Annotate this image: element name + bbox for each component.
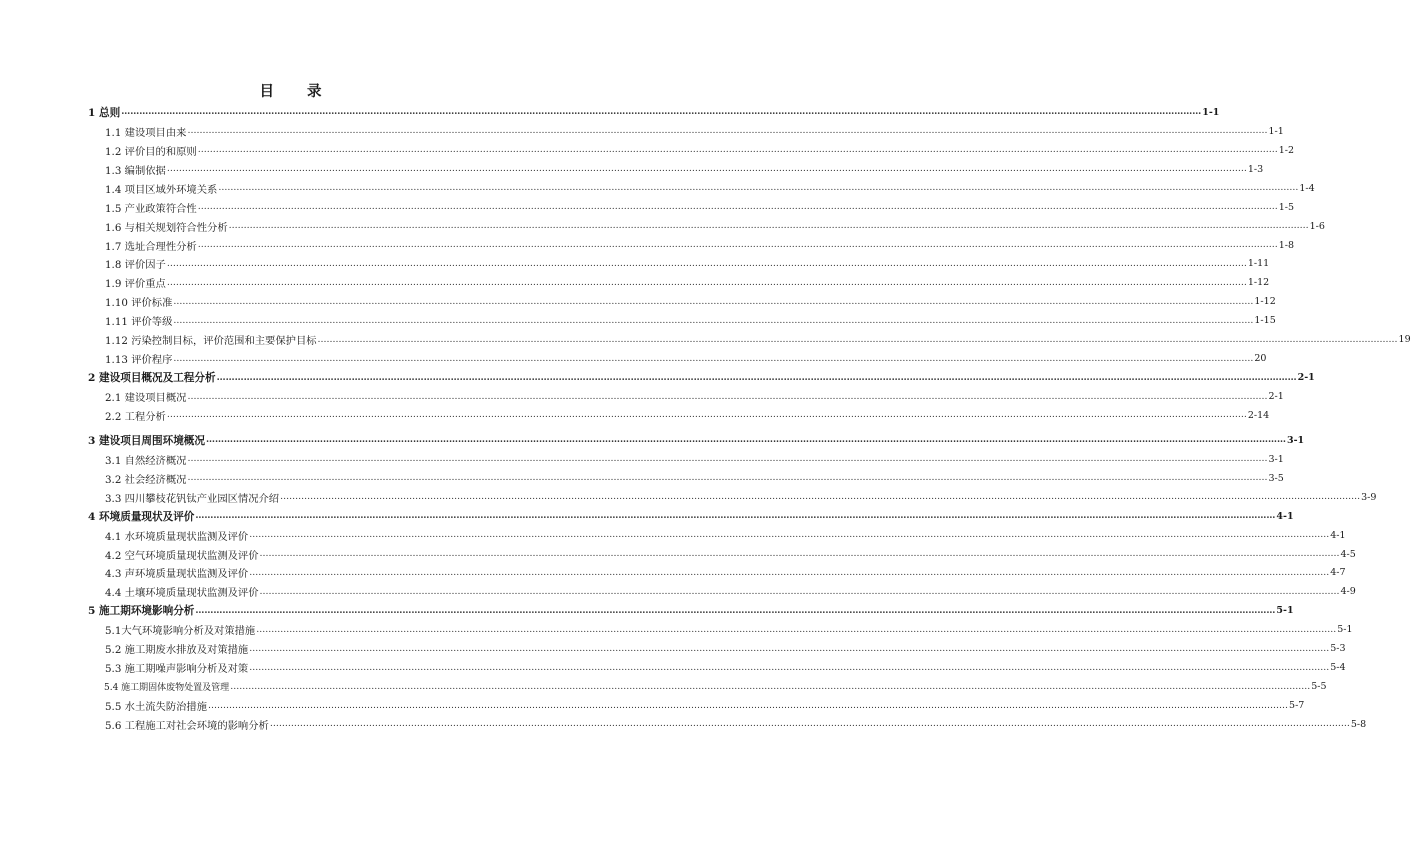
toc-section-entry[interactable] (88, 387, 1284, 406)
toc-entry-label: 4.4 土壤环境质量现状监测及评价 (105, 587, 259, 600)
toc-chapter-entry[interactable] (88, 368, 1315, 387)
toc-section-entry[interactable] (88, 330, 1411, 349)
toc-dot-leader: ……………………………………………………………………………………………………………………………………………………………………………………………………………………………………………………………………………………………………………………………… (249, 643, 1330, 654)
toc-section-entry[interactable] (88, 677, 1327, 696)
toc-dot-leader: ……………………………………………………………………………………………………………………………………………………………………………………………………………………………………………………………………………………………………………………………… (208, 700, 1289, 711)
toc-page-number: 5-4 (1330, 662, 1346, 674)
toc-page-number: 2-14 (1247, 409, 1270, 421)
toc-page-number: 5-7 (1289, 700, 1305, 712)
toc-entry-label: 1.10 评价标准 (105, 297, 173, 310)
toc-page-number: 19 (1398, 334, 1411, 346)
toc-page-number: 1-11 (1247, 258, 1270, 270)
toc-page-number: 1-1 (1202, 106, 1220, 118)
toc-entry-label: 1.8 评价因子 (105, 259, 166, 272)
table-of-contents (88, 103, 1411, 734)
toc-page-number: 4-1 (1330, 529, 1346, 541)
toc-entry-label: 2.1 建设项目概况 (105, 392, 187, 405)
toc-page-number: 1-12 (1254, 296, 1276, 308)
toc-section-entry[interactable] (88, 715, 1367, 734)
toc-dot-leader: ……………………………………………………………………………………………………………………………………………………………………………………………………………………………………………………………………………………………………………………………… (269, 719, 1350, 730)
toc-dot-leader: ……………………………………………………………………………………………………………………………………………………………………………………………………………………………………………………………………………………………………………………………… (197, 145, 1278, 156)
toc-dot-leader: ……………………………………………………………………………………………………………………………………………………………………………………………………………………………………………………………………………………………………………………………… (259, 586, 1340, 597)
toc-dot-leader: ……………………………………………………………………………………………………………………………………………………………………………………………………………………………………………………………………………………………………………………………… (249, 567, 1330, 578)
toc-section-entry[interactable] (88, 639, 1346, 658)
toc-dot-leader: ……………………………………………………………………………………………………………………………………………………………………………………………………………………………………………………………………………………………………………………………… (317, 334, 1398, 345)
toc-entry-label: 1.4 项目区域外环境关系 (105, 183, 218, 196)
toc-entry-label: 1.11 评价等级 (105, 316, 173, 329)
toc-section-entry[interactable] (88, 311, 1276, 330)
toc-entry-label: 5.3 施工期噪声影响分析及对策 (105, 663, 249, 676)
page-title: 目 录 (259, 83, 336, 100)
toc-dot-leader: ……………………………………………………………………………………………………………………………………………………………………………………………………………………………………………………………………………………………………………………………… (166, 410, 1247, 421)
toc-section-entry[interactable] (88, 141, 1295, 160)
toc-dot-leader: ……………………………………………………………………………………………………………………………………………………………………………………………………………………………………………………………………………………………………………………………… (216, 372, 1297, 383)
toc-section-entry[interactable] (88, 582, 1356, 601)
toc-section-entry[interactable] (88, 526, 1346, 545)
toc-dot-leader: ……………………………………………………………………………………………………………………………………………………………………………………………………………………………………………………………………………………………………………………………… (228, 221, 1309, 232)
toc-page-number: 4-7 (1330, 567, 1346, 579)
toc-dot-leader: ……………………………………………………………………………………………………………………………………………………………………………………………………………………………………………………………………………………………………………………………… (187, 391, 1268, 402)
toc-page-number: 1-8 (1278, 239, 1295, 251)
toc-entry-label: 3.1 自然经济概况 (105, 454, 187, 467)
toc-dot-leader: ……………………………………………………………………………………………………………………………………………………………………………………………………………………………………………………………………………………………………………………………… (256, 624, 1337, 635)
toc-entry-label: 3.3 四川攀枝花钒钛产业园区情况介绍 (105, 492, 280, 505)
toc-entry-label: 1.5 产业政策符合性 (105, 202, 197, 215)
toc-section-entry[interactable] (88, 696, 1305, 715)
toc-entry-label: 5.5 水土流失防治措施 (105, 701, 208, 714)
toc-page-number: 1-15 (1254, 315, 1276, 327)
toc-page-number: 3-5 (1268, 472, 1284, 484)
toc-entry-label: 2 建设项目概况及工程分析 (88, 372, 216, 385)
toc-page-number: 2-1 (1268, 391, 1284, 403)
toc-entry-label: 4.3 声环境质量现状监测及评价 (105, 568, 249, 581)
toc-page-number: 20 (1254, 353, 1267, 365)
toc-entry-label: 1.7 选址合理性分析 (105, 240, 197, 253)
toc-entry-label: 1.6 与相关规划符合性分析 (105, 221, 228, 234)
toc-dot-leader: ……………………………………………………………………………………………………………………………………………………………………………………………………………………………………………………………………………………………………………………………… (280, 492, 1361, 503)
toc-page-number: 3-1 (1287, 434, 1305, 446)
toc-section-entry[interactable] (88, 292, 1276, 311)
toc-section-entry[interactable] (88, 450, 1284, 469)
toc-section-entry[interactable] (88, 564, 1346, 583)
toc-chapter-entry[interactable] (88, 103, 1220, 122)
toc-page-number: 5-1 (1337, 624, 1353, 636)
toc-page-number: 1-6 (1309, 220, 1325, 232)
toc-section-entry[interactable] (88, 545, 1356, 564)
toc-dot-leader: ……………………………………………………………………………………………………………………………………………………………………………………………………………………………………………………………………………………………………………………………… (187, 126, 1268, 137)
toc-page-number: 1-1 (1268, 125, 1284, 137)
toc-dot-leader: ……………………………………………………………………………………………………………………………………………………………………………………………………………………………………………………………………………………………………………………………… (197, 202, 1278, 213)
toc-section-entry[interactable] (88, 122, 1284, 141)
toc-entry-label: 1.3 编制依据 (105, 164, 166, 177)
toc-page-number: 3-1 (1268, 453, 1284, 465)
toc-entry-label: 5 施工期环境影响分析 (88, 605, 195, 618)
toc-dot-leader: ……………………………………………………………………………………………………………………………………………………………………………………………………………………………………………………………………………………………………………………………… (195, 605, 1276, 616)
toc-entry-label: 1.9 评价重点 (105, 278, 166, 291)
toc-section-entry[interactable] (88, 217, 1325, 236)
toc-page-number: 4-9 (1340, 586, 1356, 598)
toc-section-entry[interactable] (88, 469, 1284, 488)
toc-dot-leader: ……………………………………………………………………………………………………………………………………………………………………………………………………………………………………………………………………………………………………………………………… (166, 258, 1247, 269)
toc-entry-label: 5.2 施工期废水排放及对策措施 (105, 644, 249, 657)
toc-section-entry[interactable] (88, 620, 1353, 639)
toc-dot-leader: ……………………………………………………………………………………………………………………………………………………………………………………………………………………………………………………………………………………………………………………………… (206, 435, 1286, 446)
toc-chapter-entry[interactable] (88, 507, 1294, 526)
toc-page-number: 3-9 (1361, 491, 1377, 503)
toc-entry-label: 3 建设项目周围环境概况 (88, 434, 205, 447)
toc-dot-leader: ……………………………………………………………………………………………………………………………………………………………………………………………………………………………………………………………………………………………………………………………… (230, 681, 1311, 692)
toc-entry-label: 5.1大气环境影响分析及对策措施 (105, 625, 256, 638)
toc-page-number: 1-3 (1247, 163, 1264, 175)
toc-dot-leader: ……………………………………………………………………………………………………………………………………………………………………………………………………………………………………………………………………………………………………………………………… (173, 353, 1254, 364)
toc-section-entry[interactable] (88, 273, 1270, 292)
toc-page-number: 5-5 (1311, 681, 1327, 693)
toc-section-entry[interactable] (88, 349, 1267, 368)
toc-section-entry[interactable] (88, 255, 1270, 274)
toc-dot-leader: ……………………………………………………………………………………………………………………………………………………………………………………………………………………………………………………………………………………………………………………………… (249, 530, 1330, 541)
toc-section-entry[interactable] (88, 658, 1346, 677)
toc-dot-leader: ……………………………………………………………………………………………………………………………………………………………………………………………………………………………………………………………………………………………………………………………… (173, 315, 1254, 326)
toc-dot-leader: ……………………………………………………………………………………………………………………………………………………………………………………………………………………………………………………………………………………………………………………………… (249, 662, 1330, 673)
toc-dot-leader: ……………………………………………………………………………………………………………………………………………………………………………………………………………………………………………………………………………………………………………………………… (187, 473, 1268, 484)
toc-page-number: 5-8 (1350, 718, 1367, 730)
toc-dot-leader: ……………………………………………………………………………………………………………………………………………………………………………………………………………………………………………………………………………………………………………………………… (121, 107, 1202, 118)
toc-section-entry[interactable] (88, 160, 1264, 179)
toc-entry-label: 1.12 污染控制目标，评价范围和主要保护目标 (105, 335, 317, 348)
toc-dot-leader: ……………………………………………………………………………………………………………………………………………………………………………………………………………………………………………………………………………………………………………………………… (197, 240, 1278, 251)
toc-page-number: 5-1 (1276, 605, 1294, 617)
toc-entry-label: 1 总则 (88, 106, 121, 119)
toc-page-number: 1-4 (1299, 182, 1315, 194)
toc-dot-leader: ……………………………………………………………………………………………………………………………………………………………………………………………………………………………………………………………………………………………………………………………… (195, 511, 1276, 522)
toc-entry-label: 5.4 施工期固体废物处置及管理 (104, 683, 230, 694)
toc-dot-leader: ……………………………………………………………………………………………………………………………………………………………………………………………………………………………………………………………………………………………………………………………… (218, 183, 1299, 194)
toc-page-number: 2-1 (1297, 372, 1315, 384)
toc-page-number: 1-5 (1278, 201, 1295, 213)
toc-chapter-entry[interactable] (88, 431, 1305, 450)
toc-dot-leader: ……………………………………………………………………………………………………………………………………………………………………………………………………………………………………………………………………………………………………………………………… (173, 296, 1254, 307)
toc-page-number: 1-12 (1247, 277, 1270, 289)
toc-entry-label: 2.2 工程分析 (105, 410, 166, 423)
toc-section-entry[interactable] (88, 488, 1377, 507)
toc-dot-leader: ……………………………………………………………………………………………………………………………………………………………………………………………………………………………………………………………………………………………………………………………… (259, 549, 1340, 560)
toc-page-number: 5-3 (1330, 643, 1346, 655)
toc-page-number: 4-5 (1340, 548, 1356, 560)
toc-dot-leader: ……………………………………………………………………………………………………………………………………………………………………………………………………………………………………………………………………………………………………………………………… (187, 454, 1268, 465)
toc-entry-label: 1.13 评价程序 (105, 354, 173, 367)
toc-entry-label: 4 环境质量现状及评价 (88, 510, 195, 523)
toc-entry-label: 5.6 工程施工对社会环境的影响分析 (105, 719, 269, 732)
toc-dot-leader: ……………………………………………………………………………………………………………………………………………………………………………………………………………………………………………………………………………………………………………………………… (166, 164, 1247, 175)
toc-chapter-entry[interactable] (88, 601, 1294, 620)
toc-entry-label: 1.2 评价目的和原则 (105, 145, 197, 158)
toc-section-entry[interactable] (88, 179, 1315, 198)
toc-section-entry[interactable] (88, 198, 1295, 217)
toc-entry-label: 1.1 建设项目由来 (105, 126, 187, 139)
toc-section-entry[interactable] (88, 406, 1270, 425)
toc-entry-label: 4.1 水环境质量现状监测及评价 (105, 530, 249, 543)
toc-dot-leader: ……………………………………………………………………………………………………………………………………………………………………………………………………………………………………………………………………………………………………………………………… (166, 277, 1247, 288)
toc-page-number: 4-1 (1276, 510, 1294, 522)
toc-section-entry[interactable] (88, 236, 1295, 255)
toc-page-number: 1-2 (1278, 144, 1295, 156)
toc-entry-label: 3.2 社会经济概况 (105, 473, 187, 486)
toc-entry-label: 4.2 空气环境质量现状监测及评价 (105, 549, 259, 562)
